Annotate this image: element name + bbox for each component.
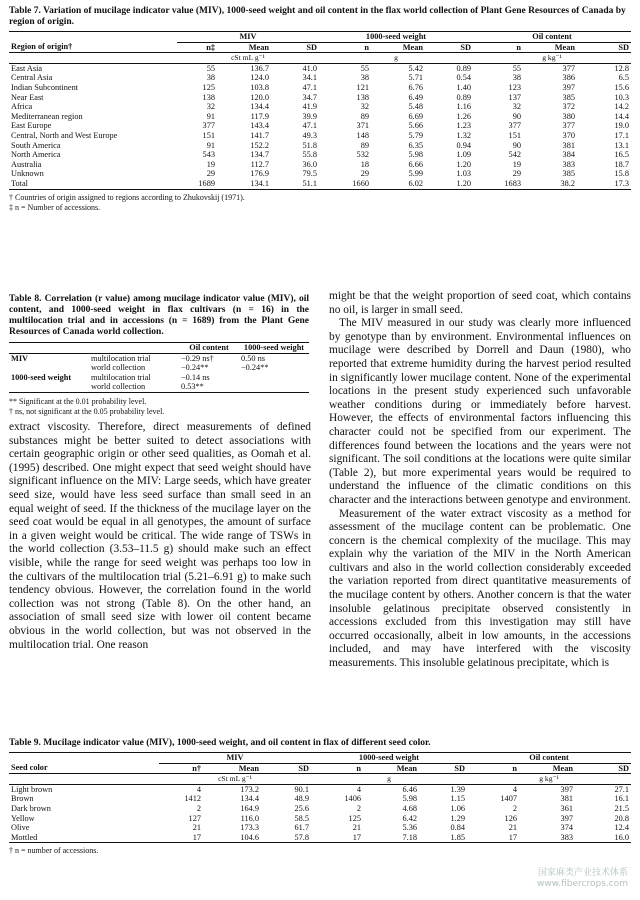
table-cell: 16.5: [614, 150, 629, 160]
t7-col-n: n‡: [206, 42, 215, 52]
table-cell: 90.1: [294, 784, 309, 794]
table-cell: 5.98: [408, 150, 423, 160]
table-cell: 151: [202, 130, 215, 140]
left-column-text: [9, 421, 311, 652]
table-cell: 1.85: [450, 832, 465, 842]
row-label: Unknown: [11, 169, 44, 179]
table-row: [9, 833, 631, 843]
row-label: 1000-seed weight: [11, 372, 72, 382]
table-cell: 5.66: [408, 121, 423, 131]
t9-col-mean: Mean: [396, 763, 417, 773]
table-cell: 397: [562, 82, 575, 92]
paragraph: extract viscosity. Therefore, direct measurements of defined substances might be better suited to detect associations with certain geographic origin or other seed qualities, as Oomah et al. (1995) described. One might expect that seed weight should have significant influence on the MIV: Large seeds, which have greater seed size, would have less seed surface than small seed in an equal weight of seed. If the thickness of the mucilage layer on the seed coat would be equal in all genotypes, the amount of surface in a given weight would be critical. The wide range of TSWs in the world collection (3.53–11.5 g) should make such an effect visible, while the range for seed weight was perhaps too low in the cultivars of the multilocation trial (5.21–6.91 g) to make such tendency obvious. However, the correlation found in the world collection was not strong (Table 8). On the other hand, an association of small seed size with lower oil content became obvious in the world collection, but was not observed in the multilocation trial. One reason: [9, 421, 311, 651]
table-cell: 397: [560, 784, 573, 794]
row-sublabel: multilocation trial: [91, 372, 151, 382]
table-cell: 176.9: [250, 169, 269, 179]
t9-unit-seed: g: [387, 774, 391, 784]
table-cell: 125: [348, 813, 361, 823]
t7-col-sd: SD: [618, 42, 629, 52]
table-cell: 116.0: [240, 813, 259, 823]
t9-col-sd: SD: [454, 763, 465, 773]
table-cell: 34.1: [302, 73, 317, 83]
table-cell: 134.4: [250, 102, 269, 112]
table-row: [9, 169, 631, 179]
table-cell: 21: [352, 823, 361, 833]
t9-col-sd: SD: [618, 763, 629, 773]
table-cell: 20.8: [614, 813, 629, 823]
table-cell: 91: [206, 111, 215, 121]
table-cell: 377: [508, 121, 521, 131]
table-cell: 137: [508, 92, 521, 102]
table-cell: −0.24**: [181, 363, 209, 373]
table-cell: 125: [202, 82, 215, 92]
table-cell: 6.46: [402, 784, 417, 794]
table-7-footnotes: † Countries of origin assigned to regions according to Zhukovskij (1971). ‡ n = Number of accessions.: [9, 192, 245, 212]
table-cell: 5.79: [408, 130, 423, 140]
table-row: [9, 179, 631, 189]
table-row: [9, 83, 631, 93]
table-cell: 1689: [198, 178, 215, 188]
t7-col-sd: SD: [460, 42, 471, 52]
table-cell: 134.7: [250, 150, 269, 160]
table-cell: 124.0: [250, 73, 269, 83]
table-cell: 5.42: [408, 63, 423, 73]
table-cell: 89: [360, 111, 369, 121]
table-cell: 138: [356, 92, 369, 102]
right-column-text: [329, 290, 631, 671]
table-cell: 21.5: [614, 803, 629, 813]
table-row: [9, 814, 631, 824]
table-8-footnotes: ** Significant at the 0.01 probability level. † ns, not significant at the 0.05 probability level.: [9, 396, 165, 416]
table-row: [9, 63, 631, 73]
row-label: Light brown: [11, 784, 53, 794]
table-cell: 90: [512, 140, 521, 150]
table-cell: 385: [562, 92, 575, 102]
table-cell: 0.89: [456, 63, 471, 73]
table-cell: 5.36: [402, 823, 417, 833]
table-cell: 17: [508, 832, 517, 842]
paragraph: might be that the weight proportion of seed coat, which contains no oil, is larger in small seed.: [329, 290, 631, 316]
table-cell: 51.8: [302, 140, 317, 150]
table-cell: 148: [356, 130, 369, 140]
t9-group-seed: 1000-seed weight: [311, 753, 467, 764]
table-cell: 1.20: [456, 178, 471, 188]
table-cell: 18.7: [614, 159, 629, 169]
table-7: [9, 6, 631, 213]
table-row: [9, 93, 631, 103]
row-label: South America: [11, 140, 61, 150]
table-cell: 51.1: [302, 178, 317, 188]
table-cell: 2: [512, 803, 517, 813]
t7-group-miv: MIV: [177, 32, 319, 43]
table-cell: 0.84: [450, 823, 465, 833]
t9-col-color: Seed color: [11, 763, 48, 773]
table-cell: 4: [356, 784, 361, 794]
table-cell: 47.1: [302, 82, 317, 92]
t7-col-n: n: [364, 42, 369, 52]
table-cell: −0.14 ns: [181, 372, 210, 382]
table-cell: 1406: [344, 794, 361, 804]
row-sublabel: world collection: [91, 382, 146, 392]
table-cell: 104.6: [240, 832, 259, 842]
table-cell: 1.26: [456, 111, 471, 121]
table-cell: 17: [352, 832, 361, 842]
table-cell: 39.9: [302, 111, 317, 121]
t9-group-miv: MIV: [159, 753, 311, 764]
table-cell: 6.02: [408, 178, 423, 188]
table-cell: 41.9: [302, 102, 317, 112]
table-cell: 1.39: [450, 784, 465, 794]
table-cell: 121: [356, 82, 369, 92]
table-cell: 6.5: [618, 73, 629, 83]
t7-unit-oil: g kg⁻¹: [542, 53, 562, 63]
table-cell: 143.4: [250, 121, 269, 131]
watermark: 国家麻类产业技术体系 www.fibercrops.com: [537, 868, 628, 889]
table-9-footnotes: † n = number of accessions.: [9, 846, 99, 856]
t7-col-sd: SD: [306, 42, 317, 52]
table-cell: 381: [562, 140, 575, 150]
table-cell: 377: [202, 121, 215, 131]
t7-group-oil: Oil content: [473, 32, 631, 43]
table-cell: 0.89: [456, 92, 471, 102]
table-cell: 47.1: [302, 121, 317, 131]
table-row: [9, 794, 631, 804]
table-cell: 532: [356, 150, 369, 160]
table-cell: 34.7: [302, 92, 317, 102]
row-label: [9, 363, 89, 373]
table-cell: 29: [206, 169, 215, 179]
table-cell: 79.5: [302, 169, 317, 179]
table-row: [9, 784, 631, 794]
table-cell: 173.2: [240, 784, 259, 794]
table-cell: 29: [512, 169, 521, 179]
row-label: East Europe: [11, 121, 52, 131]
table-cell: 117.9: [250, 111, 269, 121]
table-cell: 385: [562, 169, 575, 179]
table-cell: 10.3: [614, 92, 629, 102]
t9-col-n: n†: [192, 763, 201, 773]
table-cell: 374: [560, 823, 573, 833]
table-cell: 57.8: [294, 832, 309, 842]
table-cell: 6.42: [402, 813, 417, 823]
t7-unit-seed: g: [394, 53, 398, 63]
table-row: [9, 373, 309, 383]
t9-col-n: n: [512, 763, 517, 773]
table-cell: 372: [562, 102, 575, 112]
t7-col-mean: Mean: [248, 42, 269, 52]
table-row: [9, 73, 631, 83]
table-cell: 36.0: [302, 159, 317, 169]
table-cell: 5.99: [408, 169, 423, 179]
table-cell: 55.8: [302, 150, 317, 160]
table-cell: 397: [560, 813, 573, 823]
table-cell: 377: [562, 121, 575, 131]
table-cell: 1.15: [450, 794, 465, 804]
t7-group-seed: 1000-seed weight: [319, 32, 473, 43]
row-label: Indian Subcontinent: [11, 82, 79, 92]
table-8-grid: [9, 342, 309, 393]
table-cell: 6.76: [408, 82, 423, 92]
table-cell: 32: [206, 102, 215, 112]
table-cell: 112.7: [250, 159, 269, 169]
table-cell: 17: [192, 832, 201, 842]
row-label: Near East: [11, 92, 44, 102]
row-label: Mottled: [11, 832, 38, 842]
table-row: [9, 363, 309, 373]
table-cell: 134.1: [250, 178, 269, 188]
table-cell: 141.7: [250, 130, 269, 140]
t8-col-oil: Oil content: [189, 343, 229, 352]
table-8: [9, 294, 309, 417]
row-label: North America: [11, 150, 61, 160]
table-cell: 91: [206, 140, 215, 150]
table-cell: 38: [206, 73, 215, 83]
table-cell: [239, 382, 309, 392]
t9-unit-miv: cSt mL g⁻¹: [218, 774, 252, 784]
row-label: Africa: [11, 102, 33, 112]
table-cell: 16.1: [614, 794, 629, 804]
table-cell: 377: [562, 63, 575, 73]
table-cell: 38: [512, 73, 521, 83]
table-cell: 371: [356, 121, 369, 131]
table-row: [9, 823, 631, 833]
row-label: Central Asia: [11, 73, 53, 83]
table-cell: 90: [512, 111, 521, 121]
row-label: Dark brown: [11, 803, 51, 813]
table-cell: 38.2: [560, 178, 575, 188]
table-cell: 1.23: [456, 121, 471, 131]
table-row: [9, 102, 631, 112]
table-cell: 15.6: [614, 82, 629, 92]
row-label: Brown: [11, 794, 34, 804]
table-cell: 1.20: [456, 159, 471, 169]
table-cell: 49.3: [302, 130, 317, 140]
table-cell: 0.50 ns: [241, 353, 265, 363]
t9-col-sd: SD: [298, 763, 309, 773]
table-cell: 152.2: [250, 140, 269, 150]
t8-col-seed: 1000-seed weight: [243, 343, 305, 352]
row-label: [9, 382, 89, 392]
table-cell: 164.9: [240, 803, 259, 813]
table-cell: −0.24**: [241, 363, 269, 373]
table-cell: 380: [562, 111, 575, 121]
table-cell: 1.29: [450, 813, 465, 823]
table-row: [9, 131, 631, 141]
table-cell: −0.29 ns†: [181, 353, 214, 363]
table-cell: 134.4: [240, 794, 259, 804]
table-cell: 1.16: [456, 102, 471, 112]
table-cell: 21: [508, 823, 517, 833]
table-cell: 55: [206, 63, 215, 73]
table-cell: 542: [508, 150, 521, 160]
table-cell: 6.69: [408, 111, 423, 121]
table-row: [9, 804, 631, 814]
table-cell: 361: [560, 803, 573, 813]
table-row: [9, 121, 631, 131]
table-cell: 386: [562, 73, 575, 83]
table-cell: 136.7: [250, 63, 269, 73]
table-cell: 2: [356, 803, 361, 813]
t7-col-mean: Mean: [402, 42, 423, 52]
table-cell: 1.32: [456, 130, 471, 140]
table-7-grid: [9, 31, 631, 190]
table-cell: 4: [512, 784, 517, 794]
table-cell: 381: [560, 794, 573, 804]
row-label: Mediterranean region: [11, 111, 83, 121]
table-cell: 25.6: [294, 803, 309, 813]
table-cell: 21: [192, 823, 201, 833]
row-label: Central, North and West Europe: [11, 130, 118, 140]
table-cell: 543: [202, 150, 215, 160]
table-cell: 14.2: [614, 102, 629, 112]
table-cell: 1407: [500, 794, 517, 804]
table-cell: 17.3: [614, 178, 629, 188]
table-cell: 120.0: [250, 92, 269, 102]
table-row: [9, 141, 631, 151]
table-cell: 384: [562, 150, 575, 160]
row-sublabel: multilocation trial: [91, 353, 151, 363]
table-cell: 38: [360, 73, 369, 83]
table-cell: 1660: [352, 178, 369, 188]
table-cell: 19: [206, 159, 215, 169]
table-cell: 173.3: [240, 823, 259, 833]
table-row: [9, 150, 631, 160]
table-cell: 383: [560, 832, 573, 842]
table-cell: [239, 373, 309, 383]
table-cell: 4.68: [402, 803, 417, 813]
t9-unit-oil: g kg⁻¹: [539, 774, 559, 784]
table-cell: 2: [196, 803, 201, 813]
table-cell: 17.1: [614, 130, 629, 140]
table-cell: 4: [196, 784, 201, 794]
table-cell: 7.18: [402, 832, 417, 842]
table-row: [9, 112, 631, 122]
table-cell: 1.03: [456, 169, 471, 179]
table-cell: 1683: [504, 178, 521, 188]
table-cell: 27.1: [614, 784, 629, 794]
table-row: [9, 382, 309, 392]
table-cell: 41.0: [302, 63, 317, 73]
row-label: Total: [11, 178, 28, 188]
row-sublabel: world collection: [91, 363, 146, 373]
t9-col-mean: Mean: [552, 763, 573, 773]
table-cell: 18: [360, 159, 369, 169]
table-cell: 32: [360, 102, 369, 112]
table-cell: 1.40: [456, 82, 471, 92]
table-cell: 1.09: [456, 150, 471, 160]
table-cell: 13.1: [614, 140, 629, 150]
t9-group-oil: Oil content: [467, 753, 631, 764]
paragraph: Measurement of the water extract viscosity as a method for assessment of the mucilage content can be problematic. One concern is the chemical complexity of the mucilage. This may explain why the variation of the MIV in the North American cultivars and also in the world collection considerably exceeded the variation reported from direct quantitative measurements of the mucilage content by others. Another concern is that the water insoluble gelatinous precipitate observed consistently in accessions excluded from this investigation may still have occurred occasionally, albeit in low amounts, in the accessions included, and may have interfered with the viscosity measurements. This insoluble gelatinous precipitate, which is: [329, 507, 631, 670]
table-cell: 103.8: [250, 82, 269, 92]
t9-col-mean: Mean: [238, 763, 259, 773]
paragraph: The MIV measured in our study was clearly more influenced by genotype than by environment. Environmental influences on mucilage were described by Dorrell and Daun (1980), who reported that extreme humidity during the harvest period resulted in significantly lower mucilage content. None of the experimental locations in the present study experienced such unfavorable weather conditions during or immediately before harvest. However, the effects of environmental factors influencing this character could not be specified from our experiment. The differences found between the locations and the years were not significant. The soil conditions at the locations were quite similar (Table 2), but more experimental years would be required to understand the influence of the climatic conditions on this character and the interactions between genotype and environment.: [329, 317, 631, 506]
table-cell: 0.53**: [181, 382, 204, 392]
row-label: East Asia: [11, 63, 43, 73]
table-cell: 370: [562, 130, 575, 140]
table-cell: 123: [508, 82, 521, 92]
table-cell: 14.4: [614, 111, 629, 121]
table-cell: 1.06: [450, 803, 465, 813]
t7-col-region: Region of origin†: [11, 42, 73, 52]
row-label: Olive: [11, 823, 30, 833]
table-cell: 29: [360, 169, 369, 179]
table-cell: 55: [512, 63, 521, 73]
table-8-caption: Table 8. Correlation (r value) among mucilage indicator value (MIV), oil content, and 1000-seed weight in flax cultivars (n = 16) in the multilocation trial and in accessions (n = 1689) from the Plant Gene Resources of Canada world collection.: [9, 294, 309, 337]
table-cell: 0.54: [456, 73, 471, 83]
table-cell: 48.9: [294, 794, 309, 804]
table-cell: 0.94: [456, 140, 471, 150]
t9-col-n: n: [356, 763, 361, 773]
table-cell: 6.66: [408, 159, 423, 169]
table-cell: 5.71: [408, 73, 423, 83]
table-cell: 5.48: [408, 102, 423, 112]
row-label: Yellow: [11, 813, 35, 823]
t7-col-n: n: [516, 42, 521, 52]
table-cell: 383: [562, 159, 575, 169]
table-cell: 1412: [184, 794, 201, 804]
table-cell: 6.49: [408, 92, 423, 102]
table-cell: 5.98: [402, 794, 417, 804]
table-row: [9, 160, 631, 170]
table-cell: 16.0: [614, 832, 629, 842]
table-cell: 61.7: [294, 823, 309, 833]
table-cell: 89: [360, 140, 369, 150]
table-9-caption: Table 9. Mucilage indicator value (MIV), 1000-seed weight, and oil content in flax of different seed color.: [9, 738, 431, 748]
table-cell: 138: [202, 92, 215, 102]
table-cell: 58.5: [294, 813, 309, 823]
table-9-grid: [9, 752, 631, 843]
t7-unit-miv: cSt mL g⁻¹: [231, 53, 265, 63]
table-row: [9, 353, 309, 363]
table-cell: 12.8: [614, 63, 629, 73]
table-cell: 12.4: [614, 823, 629, 833]
table-cell: 19.0: [614, 121, 629, 131]
table-cell: 6.35: [408, 140, 423, 150]
row-label: Australia: [11, 159, 42, 169]
row-label: MIV: [11, 353, 29, 363]
table-9: [9, 738, 631, 856]
table-cell: 151: [508, 130, 521, 140]
table-cell: 127: [188, 813, 201, 823]
table-7-caption: Table 7. Variation of mucilage indicator value (MIV), 1000-seed weight and oil content in the flax world collection of Plant Gene Resources of Canada by region of origin.: [9, 6, 626, 27]
table-cell: 15.8: [614, 169, 629, 179]
table-cell: 55: [360, 63, 369, 73]
table-cell: 19: [512, 159, 521, 169]
t7-col-mean: Mean: [554, 42, 575, 52]
table-cell: 32: [512, 102, 521, 112]
table-cell: 126: [504, 813, 517, 823]
